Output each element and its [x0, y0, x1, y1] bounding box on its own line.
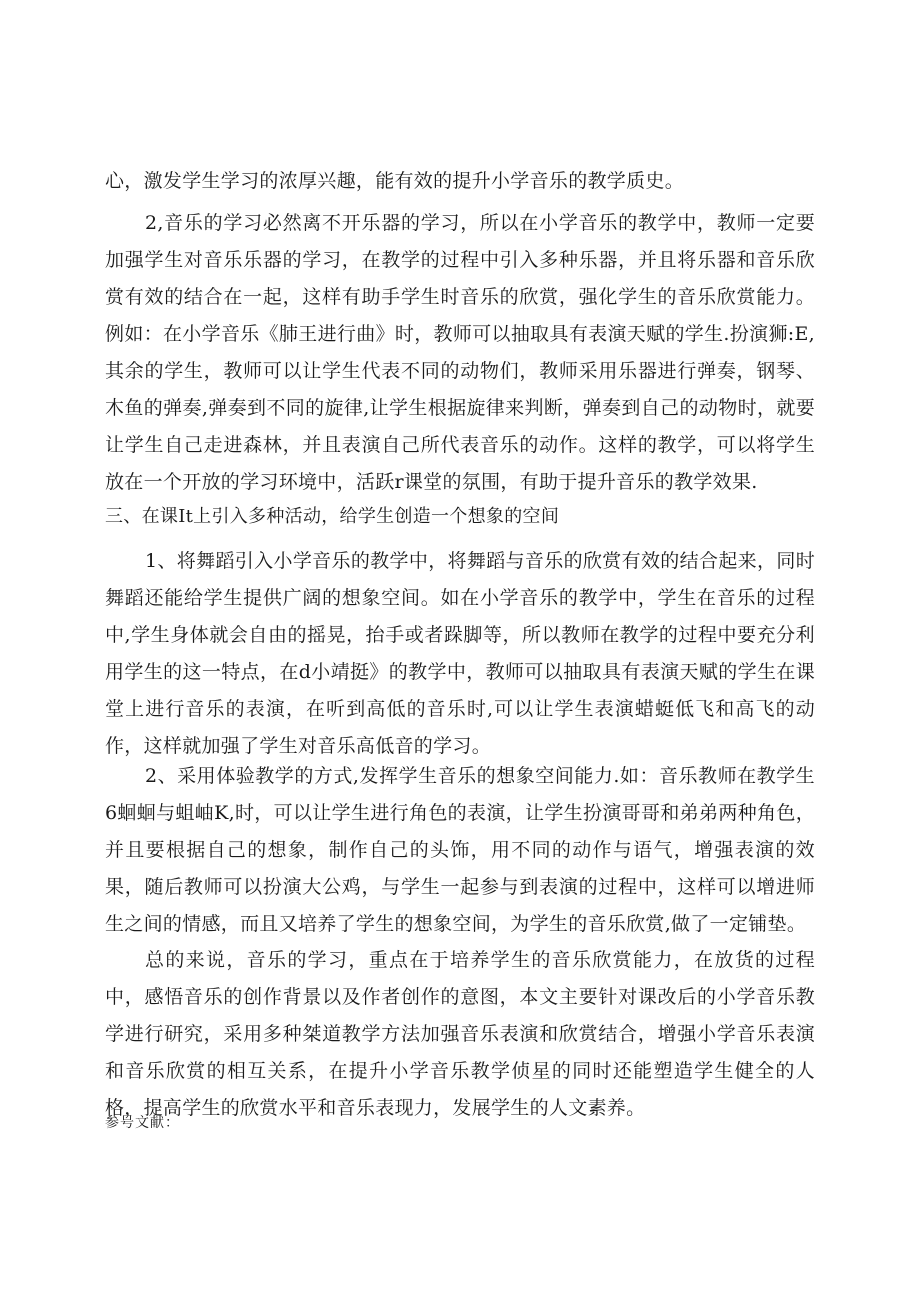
section-heading: 三、在课It上引入多种活动，给学生创造一个想象的空间 [105, 506, 560, 527]
body-text [105, 543, 815, 765]
paragraph-experience: 2、采用体验教学的方式,发挥学生音乐的想象空间能力.如：音乐教师在教学生6蛔蛔与蛆岫K,时，可以让学生进行角色的表演，让学生扮演哥哥和弟弟两种角色，并且要根据自己的想象，制作自己的头饰，用不同的动作与语气，增强表演的效果，随后教师可以扮演大公鸡，与学生一起参与到表演的过程中，这样可以增进师生之间的情感，而且又培养了学生的想象空间，为学生的音乐欣赏,做了一定铺垫。 [105, 765, 815, 935]
references-label: 参号文献： [105, 1115, 180, 1131]
paragraph-dance: 1、将舞蹈引入小学音乐的教学中，将舞蹈与音乐的欣赏有效的结合起来，同时舞蹈还能给学生提供广阔的想象空间。如在小学音乐的教学中，学生在音乐的过程中,学生身体就会自由的摇晃，抬手或者跺脚等，所以教师在教学的过程中要充分利用学生的这一特点，在d小靖挺》的教学中，教师可以抽取具有表演天赋的学生在课堂上进行音乐的表演，在听到高低的音乐时,可以让学生表演蜡蜓低飞和高飞的动作，这样就加强了学生对音乐高低音的学习。 [105, 550, 815, 757]
body-text [105, 205, 815, 501]
paragraph-instruments: 2,音乐的学习必然离不开乐器的学习，所以在小学音乐的教学中，教师一定要加强学生对音乐乐器的学习，在教学的过程中引入多种乐器，并且将乐器和音乐欣赏有效的结合在一起，这样有助手学生时音乐的欣赏，强化学生的音乐欣赏能力。例如：在小学音乐《肺王进行曲》时，教师可以抽取具有表演天赋的学生.扮演狮:E,其余的学生，教师可以让学生代表不同的动物们，教师采用乐器进行弹奏，钢琴、木鱼的弹奏,弹奏到不同的旋律,让学生根据旋律来判断，弹奏到自己的动物时，就要让学生自己走进森林，并且表演自己所代表音乐的动作。这样的教学，可以将学生放在一个开放的学习环境中，活跃r课堂的氛围，有助于提升音乐的教学效果. [105, 212, 815, 493]
body-text [105, 758, 815, 943]
paragraph-summary: 总的来说，音乐的学习，重点在于培养学生的音乐欣赏能力，在放货的过程中，感悟音乐的创作背景以及作者创作的意图，本文主要针对课改后的小学音乐教学进行研究，采用多种桀道教学方法加强音乐表演和欣赏结合，增强小学音乐表演和音乐欣赏的相互关系，在提升小学音乐教学侦星的同时还能塑造学生健全的人格，提高学生的欣赏水平和音乐表现力，发展学生的人文素养。 [105, 949, 815, 1119]
paragraph-continuation: 心，激发学生学习的浓厚兴趣，能有效的提升小学音乐的教学质史。 [105, 170, 685, 192]
body-text [105, 1111, 815, 1135]
body-text [105, 163, 815, 200]
body-text [105, 942, 815, 1127]
body-text [105, 498, 815, 535]
